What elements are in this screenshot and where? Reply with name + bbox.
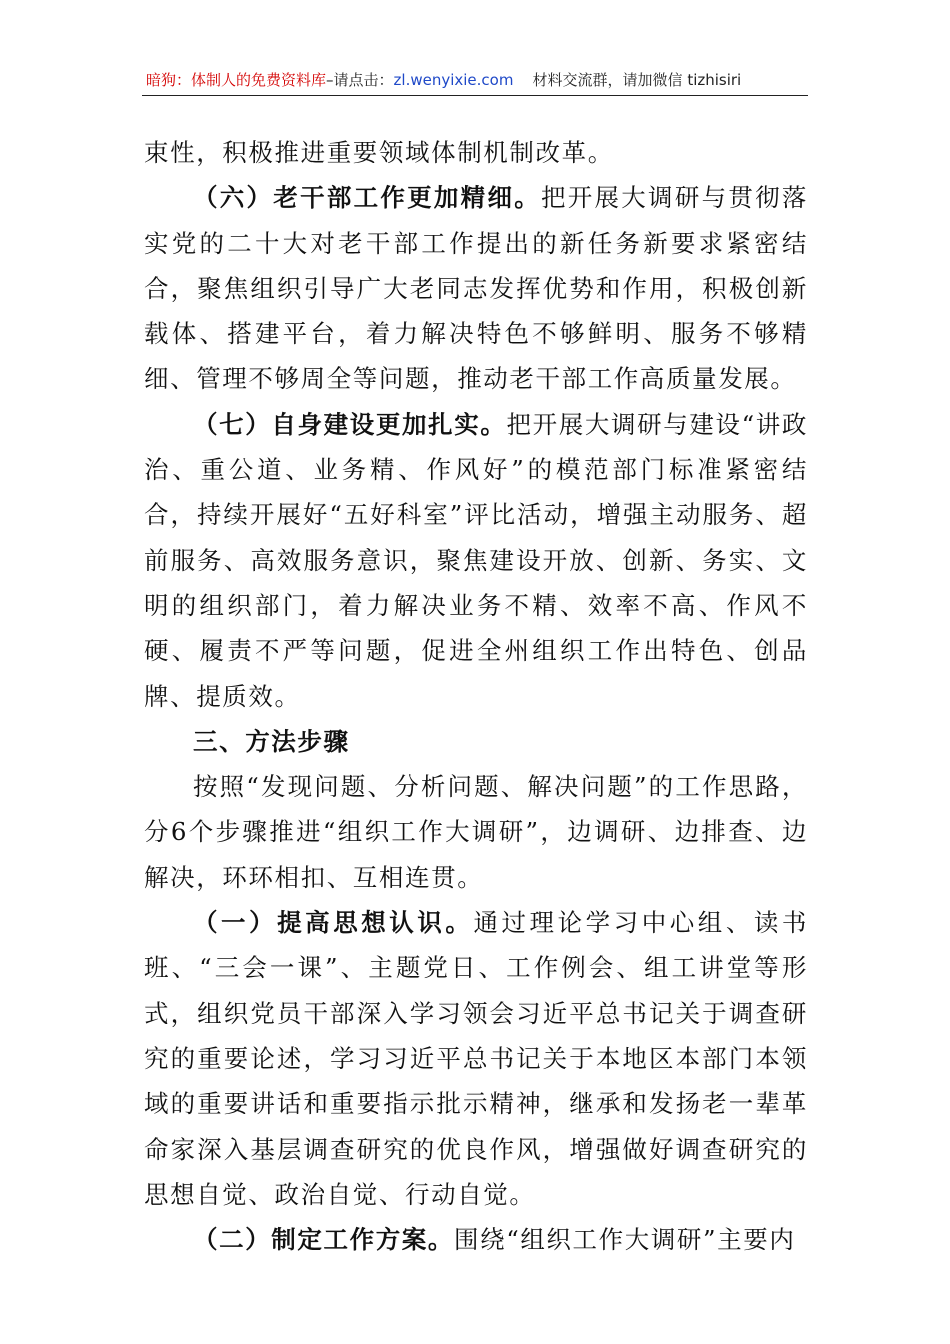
paragraph-work-plan: （二）制定工作方案。围绕“组织工作大调研”主要内 (193, 1225, 796, 1255)
document-body (144, 130, 808, 1262)
paragraph-continued: 束性，积极推进重要领域体制机制改革。 (144, 138, 614, 167)
paragraph-heading: （一）提高思想认识。 (193, 908, 474, 938)
paragraph-raise-awareness: （一）提高思想认识。通过理论学习中心组、读书班、“三会一课”、主题党日、工作例会、组工讲堂等形式，组织党员干部深入学习领会习近平总书记关于调查研究的重要论述，学习习近平总书记关于本地区本部门本领域的重要讲话和重要指示批示精神，继承和发扬老一辈革命家深入基层调查研究的优良作风，增强做好调查研究的思想自觉、政治自觉、行动自觉。 (144, 908, 809, 1209)
header-group-note: 材料交流群，请加微信 tizhisiri (532, 71, 742, 89)
paragraph-self-building: （七）自身建设更加扎实。把开展大调研与建设“讲政治、重公道、业务精、作风好”的模范部门标准紧密结合，持续开展好“五好科室”评比活动，增强主动服务、超前服务、高效服务意识，聚焦建设开放、创新、务实、文明的组织部门，着力解决业务不精、效率不高、作风不硬、履责不严等问题，促进全州组织工作出特色、创品牌、提质效。 (144, 409, 808, 711)
paragraph-methods-intro: 按照“发现问题、分析问题、解决问题”的工作思路，分6个步骤推进“组织工作大调研”，边调研、边排查、边解决，环环相扣、互相连贯。 (144, 772, 808, 892)
header-url-link[interactable]: zl.wenyixie.com (393, 71, 514, 89)
header-click-prompt: –请点击： (326, 71, 394, 89)
header-site-name: 暗狗：体制人的免费资料库 (146, 71, 327, 89)
paragraph-heading: （六）老干部工作更加精细。 (193, 183, 541, 213)
page-header (146, 66, 806, 94)
paragraph-heading: （七）自身建设更加扎实。 (193, 409, 507, 439)
section-heading-methods: 三、方法步骤 (193, 726, 350, 756)
paragraph-heading: （二）制定工作方案。 (193, 1225, 454, 1255)
paragraph-veteran-cadres: （六）老干部工作更加精细。把开展大调研与贯彻落实党的二十大对老干部工作提出的新任务新要求紧密结合，聚焦组织引导广大老同志发挥优势和作用，积极创新载体、搭建平台，着力解决特色不够鲜明、服务不够精细、管理不够周全等问题，推动老干部工作高质量发展。 (144, 183, 808, 394)
header-divider (142, 95, 808, 96)
